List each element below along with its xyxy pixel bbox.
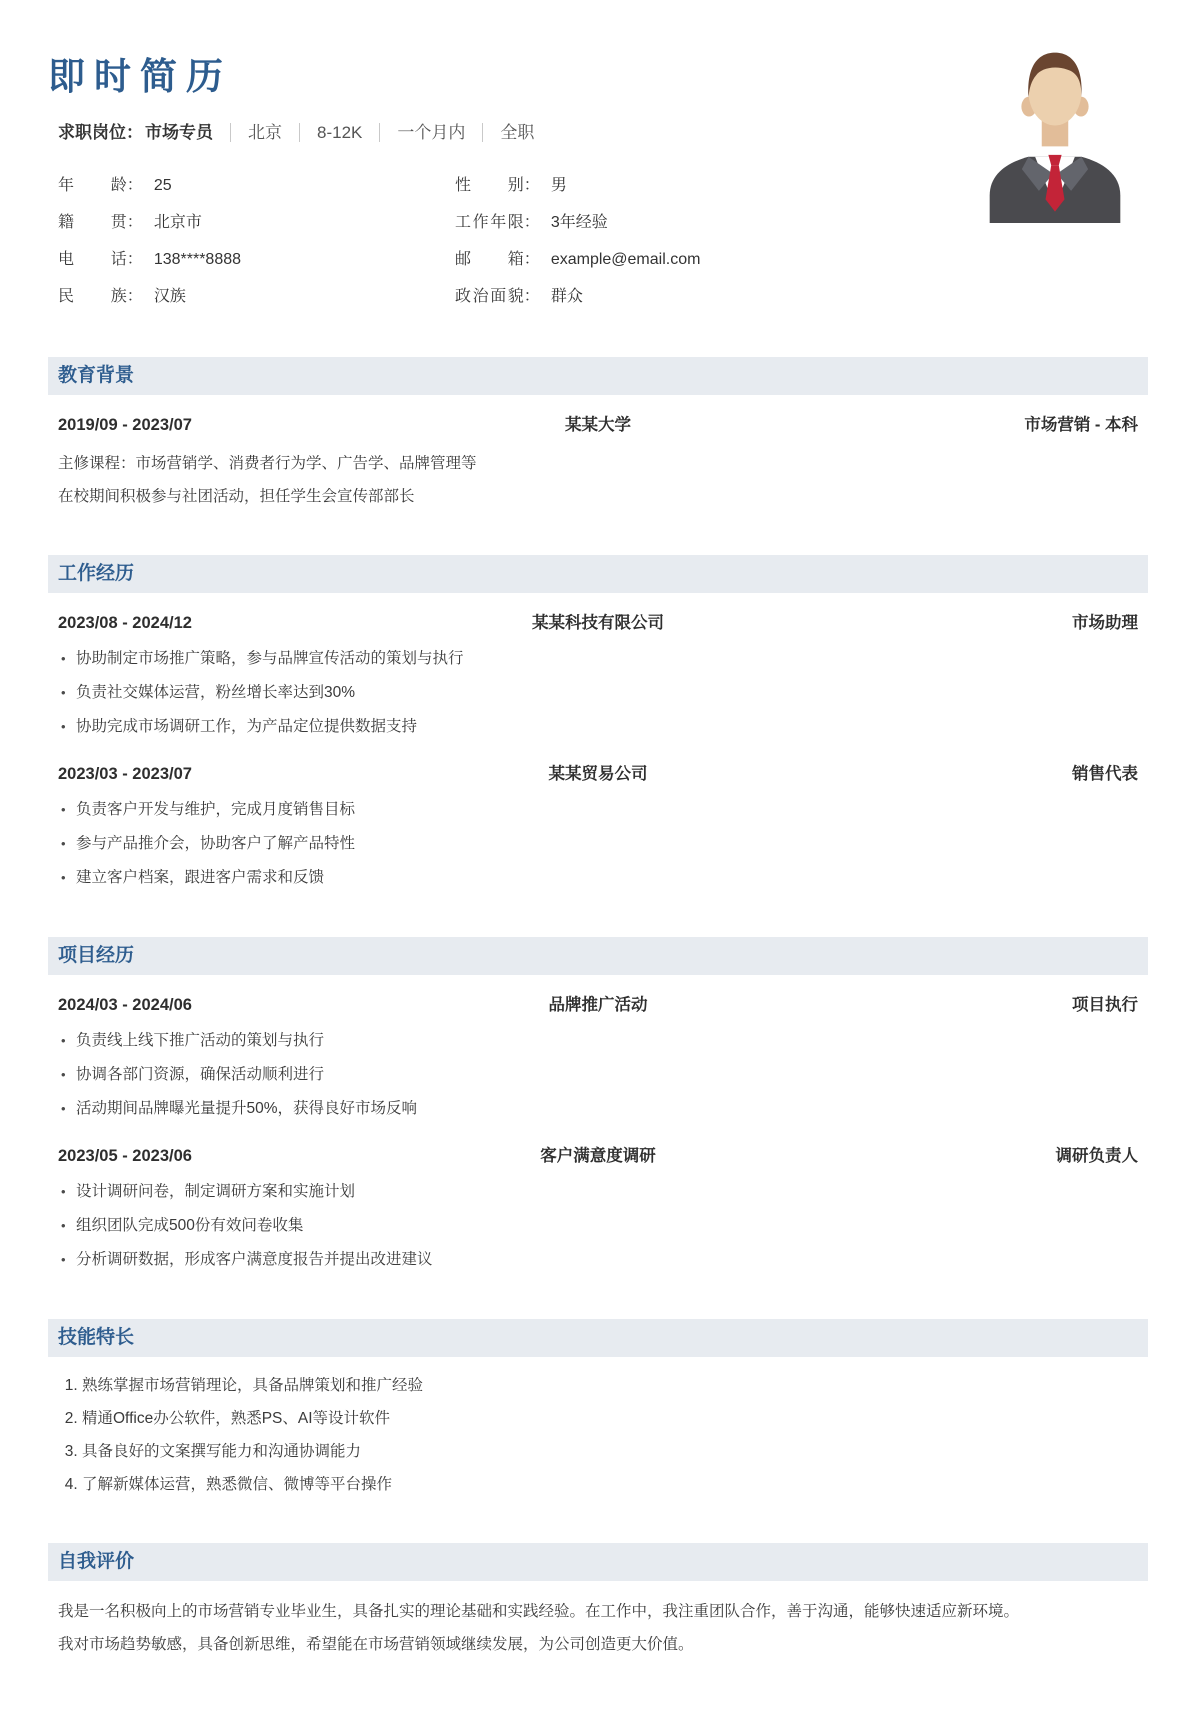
entry-date: 2023/08 - 2024/12 xyxy=(58,614,192,632)
info-age xyxy=(58,167,455,204)
info-colon: ： xyxy=(126,177,143,194)
info-label: 电话 xyxy=(58,251,127,268)
info-value: 138****8888 xyxy=(153,251,242,268)
self-evaluation-paragraph: 我是一名积极向上的市场营销专业毕业生，具备扎实的理论基础和实践经验。在工作中，我注重团队合作，善于沟通，能够快速适应新环境。 xyxy=(58,1603,1020,1620)
info-colon: ： xyxy=(126,288,143,305)
bullet-item: • 协助制定市场推广策略，参与品牌宣传活动的策划与执行 xyxy=(58,642,1138,676)
project-entry-bullets xyxy=(58,1024,1138,1126)
education-detail-line: 主修课程：市场营销学、消费者行为学、广告学、品牌管理等 xyxy=(58,455,477,472)
education-details xyxy=(58,447,1138,513)
self-evaluation-paragraph: 我对市场趋势敏感，具备创新思维，希望能在市场营销领域继续发展，为公司创造更大价值。 xyxy=(58,1636,694,1653)
job-tag-type: 全职 xyxy=(482,123,534,142)
work-entry-header xyxy=(58,611,1138,635)
profile-photo xyxy=(984,28,1126,224)
info-ethnicity xyxy=(58,278,455,315)
info-colon: ： xyxy=(126,214,143,231)
skill-item: 3. 具备良好的文案撰写能力和沟通协调能力 xyxy=(82,1435,1138,1468)
bullet-item: • 组织团队完成500份有效问卷收集 xyxy=(58,1209,1138,1243)
info-label: 性别 xyxy=(455,177,524,194)
entry-major-degree: 市场营销 - 本科 xyxy=(1024,416,1138,434)
info-colon: ： xyxy=(523,251,540,268)
section-title-evaluation: 自我评价 xyxy=(48,1543,1148,1581)
entry-school-name: 某某大学 xyxy=(565,416,631,434)
bullet-item: • 负责线上线下推广活动的策划与执行 xyxy=(58,1024,1138,1058)
work-entry-bullets xyxy=(58,793,1138,895)
bullet-item: • 协调各部门资源，确保活动顺利进行 xyxy=(58,1058,1138,1092)
info-value: 群众 xyxy=(550,288,583,305)
bullet-item: • 建立客户档案，跟进客户需求和反馈 xyxy=(58,861,1138,895)
entry-date: 2023/05 - 2023/06 xyxy=(58,1147,192,1165)
bullet-item: • 协助完成市场调研工作，为产品定位提供数据支持 xyxy=(58,710,1138,744)
self-evaluation xyxy=(48,1595,1148,1661)
page-title: 即时简历 xyxy=(48,56,232,97)
info-colon: ： xyxy=(523,214,540,231)
bullet-item: • 活动期间品牌曝光量提升50%，获得良好市场反响 xyxy=(58,1092,1138,1126)
education-detail-line: 在校期间积极参与社团活动，担任学生会宣传部部长 xyxy=(58,488,415,505)
job-tag-salary: 8-12K xyxy=(299,123,362,142)
male-avatar-icon xyxy=(984,28,1126,224)
project-entry-bullets xyxy=(58,1175,1138,1277)
info-phone xyxy=(58,241,455,278)
entry-project-name: 客户满意度调研 xyxy=(540,1147,656,1165)
info-value: 3年经验 xyxy=(550,214,608,231)
entry-project-name: 品牌推广活动 xyxy=(548,996,648,1014)
skill-item: 2. 精通Office办公软件，熟悉PS、AI等设计软件 xyxy=(82,1402,1138,1435)
bullet-item: • 负责社交媒体运营，粉丝增长率达到30% xyxy=(58,676,1138,710)
project-entry-header xyxy=(58,1144,1138,1168)
info-label: 民族 xyxy=(58,288,127,305)
info-email xyxy=(455,241,1138,278)
bullet-item: • 负责客户开发与维护，完成月度销售目标 xyxy=(58,793,1138,827)
entry-project-role: 调研负责人 xyxy=(1055,1147,1138,1165)
info-label: 政治面貌 xyxy=(455,288,524,305)
entry-job-title: 市场助理 xyxy=(1072,614,1138,632)
info-value: 北京市 xyxy=(153,214,202,231)
info-label: 籍贯 xyxy=(58,214,127,231)
entry-date: 2023/03 - 2023/07 xyxy=(58,765,192,783)
info-colon: ： xyxy=(523,177,540,194)
job-tag-availability: 一个月内 xyxy=(379,123,465,142)
project-entry-header xyxy=(58,993,1138,1017)
entry-company-name: 某某科技有限公司 xyxy=(532,614,664,632)
entry-date: 2024/03 - 2024/06 xyxy=(58,996,192,1014)
entry-company-name: 某某贸易公司 xyxy=(548,765,648,783)
entry-date: 2019/09 - 2023/07 xyxy=(58,416,192,434)
job-tag-city: 北京 xyxy=(230,123,282,142)
job-position-value: 市场专员 xyxy=(145,123,213,142)
info-label: 邮箱 xyxy=(455,251,524,268)
info-label: 年龄 xyxy=(58,177,127,194)
entry-job-title: 销售代表 xyxy=(1072,765,1138,783)
info-political-status xyxy=(455,278,1138,315)
info-value: 汉族 xyxy=(153,288,186,305)
personal-info xyxy=(58,167,1138,315)
entry-project-role: 项目执行 xyxy=(1072,996,1138,1014)
info-hometown xyxy=(58,204,455,241)
section-title-work: 工作经历 xyxy=(48,555,1148,593)
work-entry-header xyxy=(58,762,1138,786)
info-colon: ： xyxy=(126,251,143,268)
bullet-item: • 设计调研问卷，制定调研方案和实施计划 xyxy=(58,1175,1138,1209)
skills-list xyxy=(58,1369,1138,1501)
skill-item: 4. 了解新媒体运营，熟悉微信、微博等平台操作 xyxy=(82,1468,1138,1501)
section-title-education: 教育背景 xyxy=(48,357,1148,395)
info-value: 男 xyxy=(550,177,567,194)
info-value: example@email.com xyxy=(550,251,701,268)
bullet-item: • 参与产品推介会，协助客户了解产品特性 xyxy=(58,827,1138,861)
info-value: 25 xyxy=(153,177,172,194)
info-colon: ： xyxy=(523,288,540,305)
section-title-skills: 技能特长 xyxy=(48,1319,1148,1357)
skill-item: 1. 熟练掌握市场营销理论，具备品牌策划和推广经验 xyxy=(82,1369,1138,1402)
job-position-label: 求职岗位： xyxy=(58,123,143,142)
section-title-project: 项目经历 xyxy=(48,937,1148,975)
work-entry-bullets xyxy=(58,642,1138,744)
bullet-item: • 分析调研数据，形成客户满意度报告并提出改进建议 xyxy=(58,1243,1138,1277)
education-entry-header xyxy=(58,413,1138,437)
info-label: 工作年限 xyxy=(455,214,524,231)
